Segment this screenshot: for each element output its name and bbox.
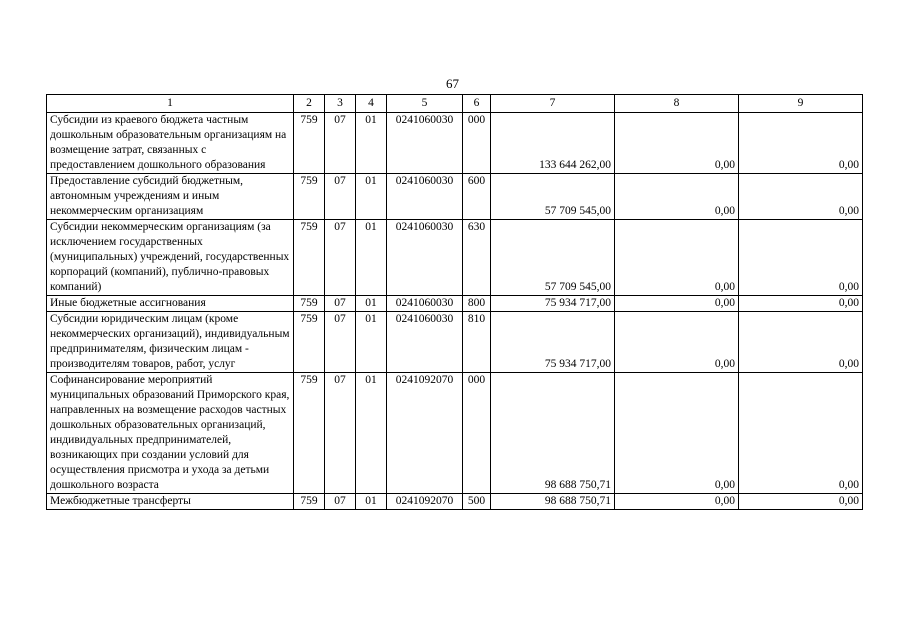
cell-c4: 01 [356,220,387,296]
cell-c5: 0241060030 [387,113,463,174]
cell-c3: 07 [325,174,356,220]
cell-c9: 0,00 [739,220,863,296]
cell-c7: 98 688 750,71 [491,494,615,510]
cell-c6: 800 [463,296,491,312]
column-header: 2 [294,95,325,113]
column-header: 8 [615,95,739,113]
cell-c9: 0,00 [739,174,863,220]
cell-c5: 0241060030 [387,312,463,373]
cell-c8: 0,00 [615,296,739,312]
row-description: Софинансирование мероприятий муниципальных образований Приморского края, направленных на возмещение расходов частных дошкольных образовательных организаций, индивидуальных предпринимателей, возникающих при создании условий для осуществления присмотра и ухода за детьми дошкольного возраста [47,373,294,494]
cell-c2: 759 [294,174,325,220]
cell-c7: 57 709 545,00 [491,174,615,220]
cell-c3: 07 [325,113,356,174]
cell-c9: 0,00 [739,296,863,312]
table-row [47,113,863,174]
cell-c2: 759 [294,312,325,373]
table-row [47,296,863,312]
cell-c4: 01 [356,373,387,494]
cell-c3: 07 [325,220,356,296]
cell-c8: 0,00 [615,494,739,510]
cell-c9: 0,00 [739,113,863,174]
column-header: 9 [739,95,863,113]
cell-c4: 01 [356,312,387,373]
cell-c6: 000 [463,113,491,174]
header-row [47,95,863,113]
cell-c9: 0,00 [739,373,863,494]
cell-c7: 98 688 750,71 [491,373,615,494]
cell-c5: 0241060030 [387,174,463,220]
cell-c2: 759 [294,373,325,494]
cell-c5: 0241060030 [387,220,463,296]
cell-c2: 759 [294,220,325,296]
column-header: 5 [387,95,463,113]
cell-c7: 133 644 262,00 [491,113,615,174]
cell-c3: 07 [325,312,356,373]
cell-c6: 600 [463,174,491,220]
cell-c5: 0241092070 [387,494,463,510]
row-description: Субсидии юридическим лицам (кроме некоммерческих организаций), индивидуальным предпринимателям, физическим лицам - производителям товаров, работ, услуг [47,312,294,373]
cell-c4: 01 [356,296,387,312]
cell-c6: 630 [463,220,491,296]
cell-c4: 01 [356,113,387,174]
cell-c7: 75 934 717,00 [491,296,615,312]
cell-c3: 07 [325,494,356,510]
cell-c6: 810 [463,312,491,373]
row-description: Межбюджетные трансферты [47,494,294,510]
column-header: 4 [356,95,387,113]
row-description: Субсидии некоммерческим организациям (за исключением государственных (муниципальных) учреждений, государственных корпораций (компаний), публично-правовых компаний) [47,220,294,296]
table-row [47,174,863,220]
cell-c8: 0,00 [615,373,739,494]
cell-c8: 0,00 [615,174,739,220]
row-description: Предоставление субсидий бюджетным, автономным учреждениям и иным некоммерческим организациям [47,174,294,220]
cell-c3: 07 [325,296,356,312]
cell-c5: 0241060030 [387,296,463,312]
budget-table [46,94,863,510]
cell-c4: 01 [356,174,387,220]
cell-c9: 0,00 [739,494,863,510]
column-header: 1 [47,95,294,113]
cell-c4: 01 [356,494,387,510]
cell-c7: 57 709 545,00 [491,220,615,296]
cell-c5: 0241092070 [387,373,463,494]
cell-c2: 759 [294,296,325,312]
cell-c2: 759 [294,113,325,174]
table-row [47,494,863,510]
column-header: 7 [491,95,615,113]
column-header: 3 [325,95,356,113]
row-description: Иные бюджетные ассигнования [47,296,294,312]
cell-c3: 07 [325,373,356,494]
column-header: 6 [463,95,491,113]
cell-c8: 0,00 [615,113,739,174]
row-description: Субсидии из краевого бюджета частным дошкольным образовательным организациям на возмещение затрат, связанных с предоставлением дошкольного образования [47,113,294,174]
cell-c6: 500 [463,494,491,510]
cell-c7: 75 934 717,00 [491,312,615,373]
cell-c8: 0,00 [615,312,739,373]
cell-c2: 759 [294,494,325,510]
cell-c6: 000 [463,373,491,494]
table-row [47,220,863,296]
table-row [47,312,863,373]
cell-c8: 0,00 [615,220,739,296]
page-number: 67 [446,76,459,91]
table-row [47,373,863,494]
cell-c9: 0,00 [739,312,863,373]
